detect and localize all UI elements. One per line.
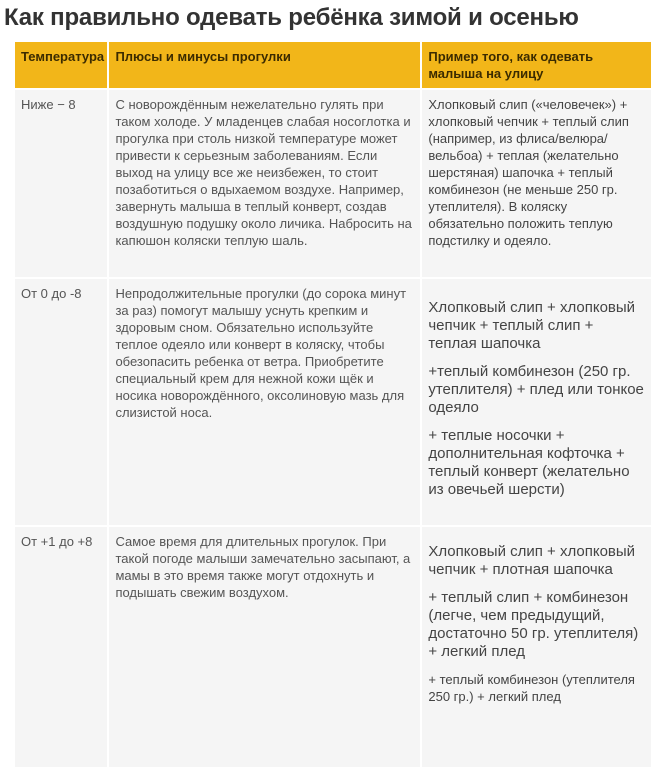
cell-example — [422, 527, 651, 767]
cell-temperature: От +1 до +8 — [15, 527, 107, 767]
cell-pros-cons: С новорождённым нежелательно гулять при таком холоде. У младенцев слабая носоглотка и прогулка при столь низкой температуре может привести к серьезным заболеваниям. Если выход на улицу все же неизбежен, то стоит позаботиться о вдыхаемом воздухе. Например, завернуть малыша в теплый конверт, создав воздушную подушку около личика. Набросить на капюшон коляски теплую шаль. — [109, 90, 420, 277]
example-paragraph: Хлопковый слип («человечек») + хлопковый чепчик + теплый слип (например, из флиса/велюра/вельбоа) + теплая (желательно шерстяная) шапочка + теплый комбинезон (не меньше 250 гр. утеплителя). В коляску обязательно положить теплую подстилку и одеяло. — [428, 97, 629, 248]
header-pros-cons: Плюсы и минусы прогулки — [109, 42, 420, 88]
header-temperature: Температура — [15, 42, 107, 88]
example-paragraph: Хлопковый слип + хлопковый чепчик + плотная шапочка — [428, 543, 636, 578]
example-paragraph: Хлопковый слип + хлопковый чепчик + теплый слип + теплая шапочка — [428, 299, 636, 352]
page-title: Как правильно одевать ребёнка зимой и осенью — [4, 4, 579, 31]
example-paragraph: + теплый комбинезон (утеплителя 250 гр.) + легкий плед — [428, 672, 635, 704]
clothing-table — [13, 40, 653, 769]
header-example: Пример того, как одевать малыша на улицу — [422, 42, 651, 88]
table-row — [15, 527, 651, 767]
example-paragraph: +теплый комбинезон (250 гр. утеплителя) + плед или тонкое одеяло — [428, 363, 644, 416]
example-paragraph: + теплый слип + комбинезон (легче, чем предыдущий, достаточно 50 гр. утеплителя) + легкий плед — [428, 589, 639, 660]
cell-pros-cons: Непродолжительные прогулки (до сорока минут за раз) помогут малышу уснуть крепким и здоровым сном. Обязательно используйте теплое одеяло или конверт в коляску, чтобы обезопасить ребенка от ветра. Приобретите специальный крем для нежной кожи щёк и носика новорождённого, оксолиновую мазь для слизистой носа. — [109, 279, 420, 525]
cell-pros-cons: Самое время для длительных прогулок. При такой погоде малыши замечательно засыпают, а мамы в это время также могут отдохнуть и подышать свежим воздухом. — [109, 527, 420, 767]
cell-temperature: От 0 до -8 — [15, 279, 107, 525]
table-row — [15, 90, 651, 277]
cell-example — [422, 279, 651, 525]
cell-temperature: Ниже − 8 — [15, 90, 107, 277]
table-row — [15, 279, 651, 525]
example-paragraph: + теплые носочки + дополнительная кофточка + теплый конверт (желательно из овечьей шерсти) — [428, 427, 630, 498]
table-header-row — [15, 42, 651, 88]
cell-example — [422, 90, 651, 277]
